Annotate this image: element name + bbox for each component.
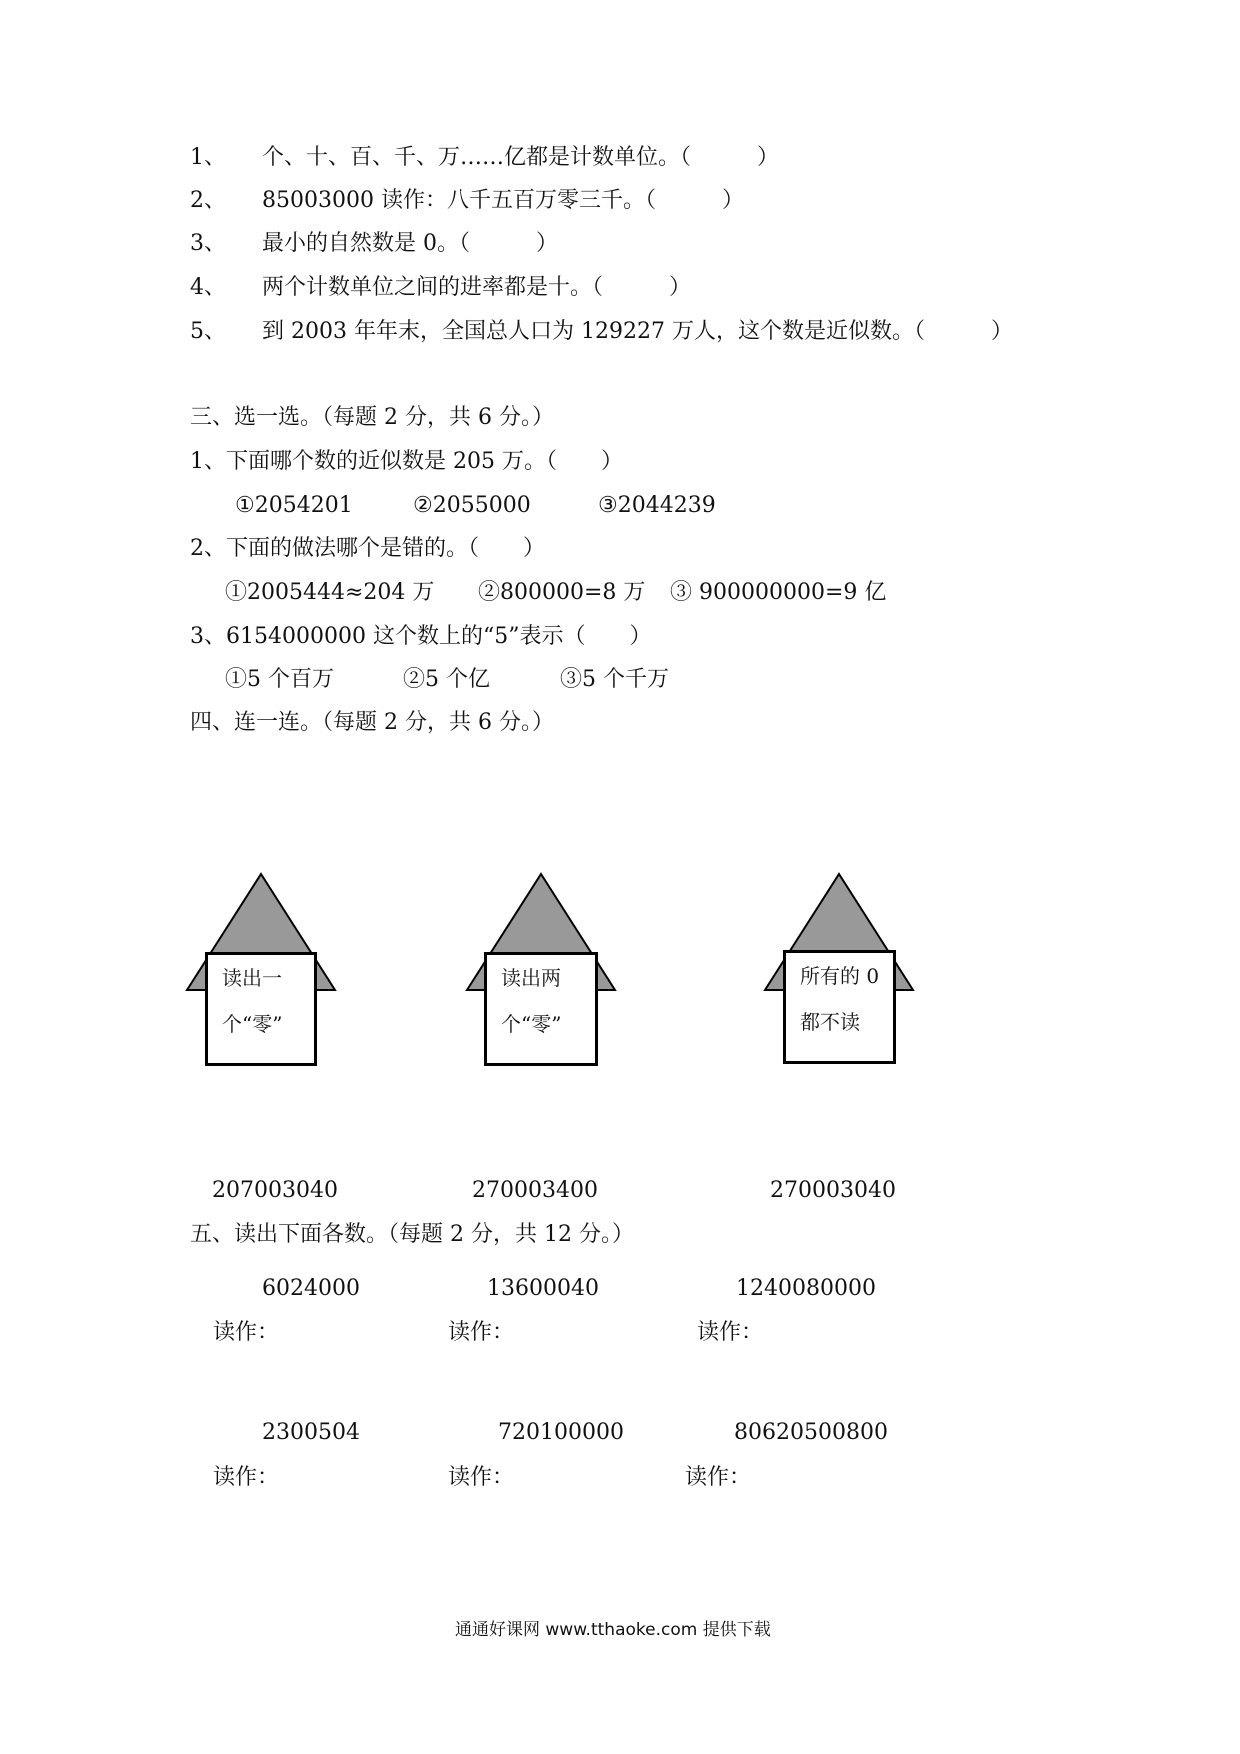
- footer-credit: 通通好课网 www.tthaoke.com 提供下载: [455, 1620, 771, 1640]
- read-label: 读作：: [448, 1465, 515, 1490]
- house-label-line: 读出两: [501, 966, 561, 990]
- house-card: [763, 872, 915, 1072]
- house-label-box: [783, 950, 896, 1064]
- read-label: 读作：: [697, 1320, 764, 1345]
- read-number: 720100000: [498, 1420, 624, 1445]
- section-heading: 三、选一选。（每题 2 分，共 6 分。）: [190, 405, 554, 430]
- option: ③2044239: [598, 493, 716, 518]
- house-label-line: 都不读: [800, 1010, 860, 1034]
- judge-item-text: 两个计数单位之间的进率都是十。（ ）: [262, 275, 692, 300]
- judge-item-number: 1、: [190, 145, 226, 170]
- judge-item-number: 5、: [190, 319, 226, 344]
- house-label-line: 读出一: [222, 966, 282, 990]
- house-label-box: [205, 952, 317, 1066]
- house-label-box: [484, 952, 598, 1066]
- judge-item-text: 到 2003 年年末，全国总人口为 129227 万人，这个数是近似数。（ ）: [262, 319, 1013, 344]
- option: ①5 个百万: [225, 667, 334, 692]
- judge-item-number: 2、: [190, 188, 226, 213]
- read-number: 80620500800: [734, 1420, 888, 1445]
- read-number: 2300504: [262, 1420, 360, 1445]
- connect-number: 207003040: [212, 1178, 338, 1203]
- house-label-line: 个“零”: [222, 1012, 283, 1036]
- connect-number: 270003040: [770, 1178, 896, 1203]
- option: ③5 个千万: [560, 667, 669, 692]
- option: ③ 900000000=9 亿: [670, 580, 887, 605]
- judge-item-number: 3、: [190, 231, 226, 256]
- question-text: 2、下面的做法哪个是错的。（ ）: [190, 536, 545, 561]
- read-label: 读作：: [213, 1320, 280, 1345]
- read-number: 1240080000: [736, 1276, 876, 1301]
- judge-item-text: 85003000 读作：八千五百万零三千。（ ）: [262, 188, 744, 213]
- read-label: 读作：: [685, 1465, 752, 1490]
- house-label-line: 个“零”: [501, 1012, 562, 1036]
- option: ②2055000: [413, 493, 531, 518]
- read-label: 读作：: [213, 1465, 280, 1490]
- house-label-line: 所有的 0: [800, 964, 880, 988]
- read-number: 13600040: [487, 1276, 599, 1301]
- read-label: 读作：: [448, 1320, 515, 1345]
- judge-item-text: 最小的自然数是 0。（ ）: [262, 231, 558, 256]
- question-text: 1、下面哪个数的近似数是 205 万。（ ）: [190, 449, 623, 474]
- judge-item-text: 个、十、百、千、万……亿都是计数单位。（ ）: [262, 145, 780, 170]
- option: ①2005444≈204 万: [225, 580, 435, 605]
- read-number: 6024000: [262, 1276, 360, 1301]
- section-heading: 四、连一连。（每题 2 分，共 6 分。）: [190, 710, 554, 735]
- connect-number: 270003400: [472, 1178, 598, 1203]
- section-heading: 五、读出下面各数。（每题 2 分，共 12 分。）: [190, 1222, 634, 1247]
- judge-item-number: 4、: [190, 275, 226, 300]
- house-card: [465, 872, 617, 1072]
- option: ①2054201: [235, 493, 353, 518]
- question-text: 3、6154000000 这个数上的“5”表示（ ）: [190, 624, 652, 649]
- house-card: [185, 872, 337, 1072]
- option: ②5 个亿: [403, 667, 490, 692]
- option: ②800000=8 万: [478, 580, 646, 605]
